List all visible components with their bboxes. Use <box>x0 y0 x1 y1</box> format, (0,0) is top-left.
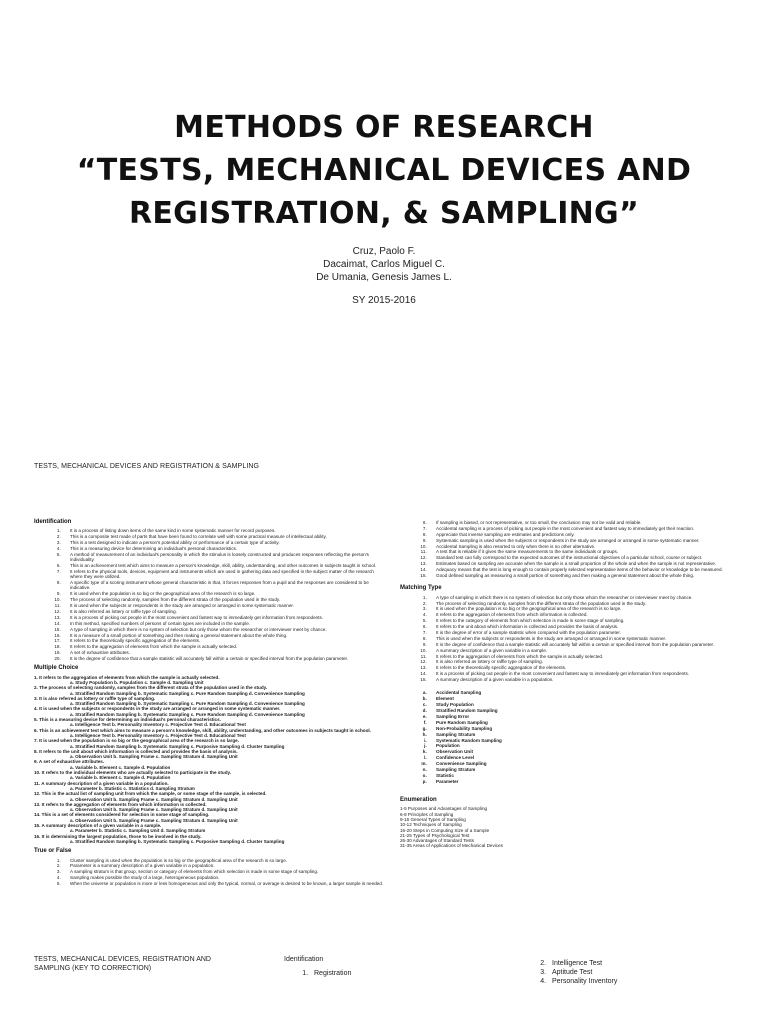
multiple-choice-options: a. Parameter b. Statistic c. Sampling Unit d. Sampling Stratum <box>70 828 206 834</box>
identification-item: 13. It is a process of picking out people in the most convenient and fastest way to immediately get information from respondents. <box>62 615 384 620</box>
matching-choice: e. Sampling Error <box>428 714 745 719</box>
multiple-choice-heading: Multiple Choice <box>34 665 79 672</box>
key-title <box>34 955 264 973</box>
matching-choice: o. Statistic <box>428 773 745 778</box>
multiple-choice-question: 6. This is an achievement test which aims to measure a person's knowledge, skill, ability, understanding, and other outcomes in subjects taught in school. <box>34 727 371 733</box>
multiple-choice-options: a. Observation Unit b. Sampling Frame c. Sampling Stratum d. Sampling Unit <box>70 807 238 813</box>
key-title-line: SAMPLING (KEY TO CORRECTION) <box>34 965 152 972</box>
matching-list <box>400 595 745 683</box>
identification-item: 6. This is an achievement test which aims to measure a person's knowledge, skill, ability, understanding, and other outcomes in subjects taught in school. <box>62 563 384 568</box>
identification-heading: Identification <box>34 519 72 525</box>
matching-choice: a. Accidental Sampling <box>428 690 745 695</box>
enumeration-item: 31-35 Areas of Applications of Mechanical Devices <box>400 843 503 849</box>
multiple-choice-options: a. Observation Unit b. Sampling Frame c. Sampling Stratum d. Sampling Unit <box>70 796 238 802</box>
matching-choice: b. Element <box>428 696 745 701</box>
identification-item: 10. The process of selecting randomly, samples from the different strata of the population used in the study. <box>62 597 384 602</box>
matching-item: 3. It is used when the population is so big or the geographical area of the research is so large. <box>428 606 745 611</box>
identification-item: 7. It refers to the physical tools, devices, equipment and instruments which are used in gathering data and specified in the subject matter of the research where they were utilized. <box>62 569 384 580</box>
identification-item: 3. This is a test designed to indicate a person's potential ability or performance of a certain type of activity. <box>62 540 384 545</box>
true-false-item: 3. A sampling stratum is that group, section or category of elements from which selection is made in some stage of sampling. <box>62 869 384 874</box>
key-answer: 3. Aptitude Test <box>548 968 734 977</box>
multiple-choice-question: 8. It refers to the unit about which information is collected and provides the basis of analysis. <box>34 748 238 754</box>
enumeration-item: 26-30 Advantages of Standard Tests <box>400 838 474 844</box>
identification-item: 9. It is used when the population is so big or the geographical area of the research is so large. <box>62 591 384 596</box>
matching-item: 1. A type of sampling in which there is no system of selection but only those whom the researcher or interviewer meet by chance. <box>428 595 745 600</box>
multiple-choice-options: a. Stratified Random Sampling b. Systematic Sampling c. Purposive Sampling d. Cluster Sampling <box>70 743 285 749</box>
true-false-item: 6. If sampling is biased, or not representative, or too small, the conclusion may not be valid and reliable. <box>428 520 745 525</box>
true-false-item: 15. Good defined sampling as measuring a small portion of something and then making a general statement about the whole thing. <box>428 573 745 578</box>
matching-choice: h. Sampling Stratum <box>428 732 745 737</box>
key-answer: 4. Personality Inventory <box>548 977 734 986</box>
identification-item: 16. It is a measure of a small portion of something and then making a general statement about the whole thing. <box>62 633 384 638</box>
identification-item: 8. A specific type of a scoring instrument whose general characteristic is that, it forces responses from a pupil and the responses are considered to be indicative. <box>62 580 384 591</box>
matching-item: 11. It refers to the aggregation of elements from which the sample is actually selected. <box>428 654 745 659</box>
multiple-choice-question: 11. A summary description of a given variable in a population. <box>34 780 169 786</box>
true-false-list <box>34 858 384 887</box>
cover-title-line: METHODS OF RESEARCH <box>174 110 594 145</box>
true-false-list-continued <box>400 520 745 578</box>
key-identification-heading: Identification <box>284 956 324 963</box>
multiple-choice-options: a. Variable b. Element c. Sample d. Population <box>70 775 171 781</box>
key-answers-column <box>534 955 734 986</box>
matching-choice: p. Parameter <box>428 779 745 784</box>
identification-item: 20. It is the degree of confidence that a sample statistic will accurately fall within a certain or specified interval from the population parameter. <box>62 656 384 661</box>
author-name: Cruz, Paolo F. <box>352 246 416 257</box>
enumeration-item: 9-16 General Types of Sampling <box>400 816 466 822</box>
matching-item: 7. It is the degree of error of a sample statistic when compared with the population parameter. <box>428 630 745 635</box>
matching-item: 10. A summary description of a given variable in a sample. <box>428 648 745 653</box>
enumeration-item: 6-8 Principles of Sampling <box>400 811 454 817</box>
true-false-item: 1. Cluster sampling is used when the population is so big or the geographical area of the research is so large. <box>62 858 384 863</box>
multiple-choice-question: 7. It is used when the population is so big or the geographical area of the research is so large. <box>34 738 239 744</box>
matching-item: 12. It is also referred as lottery or raffle type of sampling. <box>428 659 745 664</box>
matching-choice: l. Confidence Level <box>428 755 745 760</box>
identification-item: 5. A method of measurement of an individual's personality in which the stimulus is loosely constructed and produces responses reflecting the person's individuality. <box>62 552 384 563</box>
identification-item: 15. A type of sampling in which there is no system of selection but only those whom the researcher or interviewer meet by chance. <box>62 627 384 632</box>
matching-choice: n. Sampling Stratum <box>428 767 745 772</box>
multiple-choice-options: a. Observation Unit b. Sampling Frame c. Sampling Stratum d. Sampling Unit <box>70 754 238 760</box>
matching-choice: j. Population <box>428 743 745 748</box>
identification-item: 14. In this method, specified numbers of persons of certain types are included in the sample. <box>62 621 384 626</box>
matching-item: 13. It refers to the theoretically specific aggregation of the elements. <box>428 665 745 670</box>
author-list <box>0 245 768 284</box>
true-false-item: 11. A test that is reliable if it gives the same measurements to the same individuals or groups. <box>428 549 745 554</box>
matching-item: 14. It is a process of picking out people in the most convenient and fastest way to immediately get information from respondents. <box>428 671 745 676</box>
multiple-choice-options: a. Variable b. Element c. Sample d. Population <box>70 764 171 770</box>
identification-list <box>34 528 384 661</box>
multiple-choice-question: 16. It is determining the largest population, those to be involved in the study. <box>34 833 202 839</box>
key-title-line: TESTS, MECHANICAL DEVICES, REGISTRATION AND <box>34 956 211 963</box>
school-year: SY 2015-2016 <box>352 295 416 306</box>
matching-item: 5. It refers to the category of elements from which selection is made in some stage of sampling. <box>428 618 745 623</box>
multiple-choice-question: 9. A set of exhaustive attributes. <box>34 759 105 765</box>
multiple-choice-question: 3. It is also referred as lottery or raffle type of sampling. <box>34 695 156 701</box>
matching-item: 15. A summary description of a given variable in a population. <box>428 677 745 682</box>
true-false-item: 4. Sampling makes possible the study of a large, heterogeneous population. <box>62 875 384 880</box>
true-false-item: 2. Parameter is a summary description of a given variable in a population. <box>62 863 384 868</box>
true-false-item: 14. Adequacy means that the test is long enough to contain properly selected representative items of the behavior or knowledge to be measured. <box>428 567 745 572</box>
multiple-choice-options: a. Stratified Random Sampling b. Systematic Sampling c. Pure Random Sampling d. Convenience Sampling <box>70 690 305 696</box>
enumeration-item: 21-25 Types of Psychological Test <box>400 832 470 838</box>
multiple-choice-options: a. Stratified Random Sampling b. Systematic Sampling c. Pure Random Sampling d. Convenience Sampling <box>70 711 305 717</box>
multiple-choice-question: 13. It refers to the aggregation of elements from which information is collected. <box>34 801 207 807</box>
identification-item: 1. It is a process of listing down items of the same kind in some systematic manner for record purposes. <box>62 528 384 533</box>
key-answers-first <box>284 969 484 978</box>
multiple-choice-question: 4. It is used when the subjects or respondents in the study are arranged or arranged in some systematic manner. <box>34 706 281 712</box>
matching-heading: Matching Type <box>400 585 442 592</box>
true-false-item: 7. Accidental sampling is a process of picking out people in the most convenient and fastest way to immediately get their reaction. <box>428 526 745 531</box>
true-false-item: 8. Appreciate that inverse sampling are estimates and predictions only. <box>428 532 745 537</box>
true-false-heading: True or False <box>34 848 72 855</box>
identification-item: 19. A set of exhaustive attributes. <box>62 650 384 655</box>
identification-item: 18. It refers to the aggregation of elements from which the sample is actually selected. <box>62 644 384 649</box>
multiple-choice-question: 2. The process of selecting randomly, samples from the different strata of the population used in the study. <box>34 685 268 691</box>
multiple-choice-question: 5. This is a measuring device for determining an individual's personal characteristics. <box>34 717 221 723</box>
right-column <box>400 520 745 849</box>
cover-title-line: REGISTRATION, & SAMPLING” <box>128 196 639 231</box>
matching-choices <box>400 690 745 784</box>
matching-choice: c. Study Population <box>428 702 745 707</box>
multiple-choice-list <box>34 675 384 845</box>
key-answers-second <box>534 959 734 986</box>
author-name: Dacaimat, Carlos Miguel C. <box>323 259 445 270</box>
matching-choice: i. Systematic Random Sampling <box>428 738 745 743</box>
multiple-choice-question: 12. This is the actual list of sampling unit from which the sample, or some stage of the sample, is selected. <box>34 791 267 797</box>
enumeration-item: 16-20 Steps in Computing Size of a Sample <box>400 827 490 833</box>
multiple-choice-question: 1. It refers to the aggregation of elements from which the sample is actually selected. <box>34 674 220 680</box>
multiple-choice-options: a. Stratified Random Sampling b. Systematic Sampling c. Pure Random Sampling d. Convenience Sampling <box>70 701 305 707</box>
true-false-item: 10. Accidental Sampling is also resorted to only when there is no other alternative. <box>428 544 745 549</box>
multiple-choice-options: a. Study Population b. Population c. Sample d. Sampling Unit <box>70 680 204 685</box>
enumeration-list <box>400 806 745 848</box>
multiple-choice-options: a. Intelligence Test b. Personality Inventory c. Projective Test d. Educational Test <box>70 722 246 728</box>
true-false-item: 12. Standard test can fully correspond to the expected outcomes of the instructional objectives of a particular school, course or subject. <box>428 555 745 560</box>
matching-item: 6. It refers to the unit about which information is collected and provides the basis of analysis. <box>428 624 745 629</box>
key-identification <box>284 955 484 978</box>
true-false-item: 5. When the universe or population is more or less homogeneous and only the typical, normal, or average is desired to be known, a larger sample is needed. <box>62 881 384 886</box>
multiple-choice-options: a. Stratified Random Sampling b. Systematic Sampling c. Purposive Sampling d. Cluster Sampling <box>70 838 285 844</box>
key-answer: 2. Intelligence Test <box>548 959 734 968</box>
multiple-choice-options: a. Intelligence Test b. Personality Inventory c. Projective Test d. Educational Test <box>70 732 246 738</box>
multiple-choice-options: a. Observation Unit b. Sampling Frame c. Sampling Stratum d. Sampling Unit <box>70 817 238 823</box>
identification-item: 2. This is a composite test made of parts that have been found to correlate well with some practical measure of intellectual ability. <box>62 534 384 539</box>
matching-item: 8. This is used when the subjects or respondents in the study are arranged or arranged in some systematic manner. <box>428 636 745 641</box>
enumeration-item: 1-5 Purposes and Advantages of Sampling <box>400 806 488 812</box>
author-name: De Umania, Genesis James L. <box>316 272 452 283</box>
identification-item: 11. It is used when the subjects or respondents in the study are arranged or arranged in some systematic manner. <box>62 603 384 608</box>
cover-title-line: “TESTS, MECHANICAL DEVICES AND <box>76 153 692 188</box>
true-false-item: 13. Estimates based on sampling are accurate when the sample is a small proportion of the whole and when the sample is not representative. <box>428 561 745 566</box>
left-column <box>34 515 384 887</box>
multiple-choice-question: 10. It refers to the individual elements who are actually selected to participate in the study. <box>34 770 231 776</box>
multiple-choice-question: 14. This is a set of elements considered for selection in some stage of sampling. <box>34 812 210 818</box>
identification-item: 4. This is a measuring device for determining an individual's personal characteristics. <box>62 546 384 551</box>
matching-choice: f. Pure Random Sampling <box>428 720 745 725</box>
matching-choice: k. Observation Unit <box>428 749 745 754</box>
identification-item: 12. It is also referred as lottery or raffle type of sampling. <box>62 609 384 614</box>
running-head: TESTS, MECHANICAL DEVICES AND REGISTRATION & SAMPLING <box>34 463 260 470</box>
matching-item: 2. The process of selecting randomly, samples from the different strata of the population used in the study. <box>428 601 745 606</box>
identification-item: 17. It refers to the theoretically specific aggregation of the elements. <box>62 638 384 643</box>
enumeration-item: 10-12 Techniques of Sampling <box>400 822 462 828</box>
matching-choice: m. Convenience Sampling <box>428 761 745 766</box>
multiple-choice-options: a. Parameter b. Statistic c. Statistics d. Sampling Stratum <box>70 785 195 791</box>
matching-item: 4. It refers to the aggregation of elements from which information is collected. <box>428 612 745 617</box>
key-answer: 1. Registration <box>310 969 484 978</box>
matching-item: 9. It is the degree of confidence that a sample statistic will accurately fall within a certain or specified interval from the population parameter. <box>428 642 745 647</box>
true-false-item: 9. Systematic sampling is used when the subjects or respondents in the study are arranged or arranged in some systematic manner. <box>428 538 745 543</box>
enumeration-heading: Enumeration <box>400 797 437 804</box>
matching-choice: d. Stratified Random Sampling <box>428 708 745 713</box>
multiple-choice-question: 15. A summary description of a given variable in a sample. <box>34 823 162 829</box>
cover-title <box>0 106 768 235</box>
matching-choice: g. Non-Probability Sampling <box>428 726 745 731</box>
